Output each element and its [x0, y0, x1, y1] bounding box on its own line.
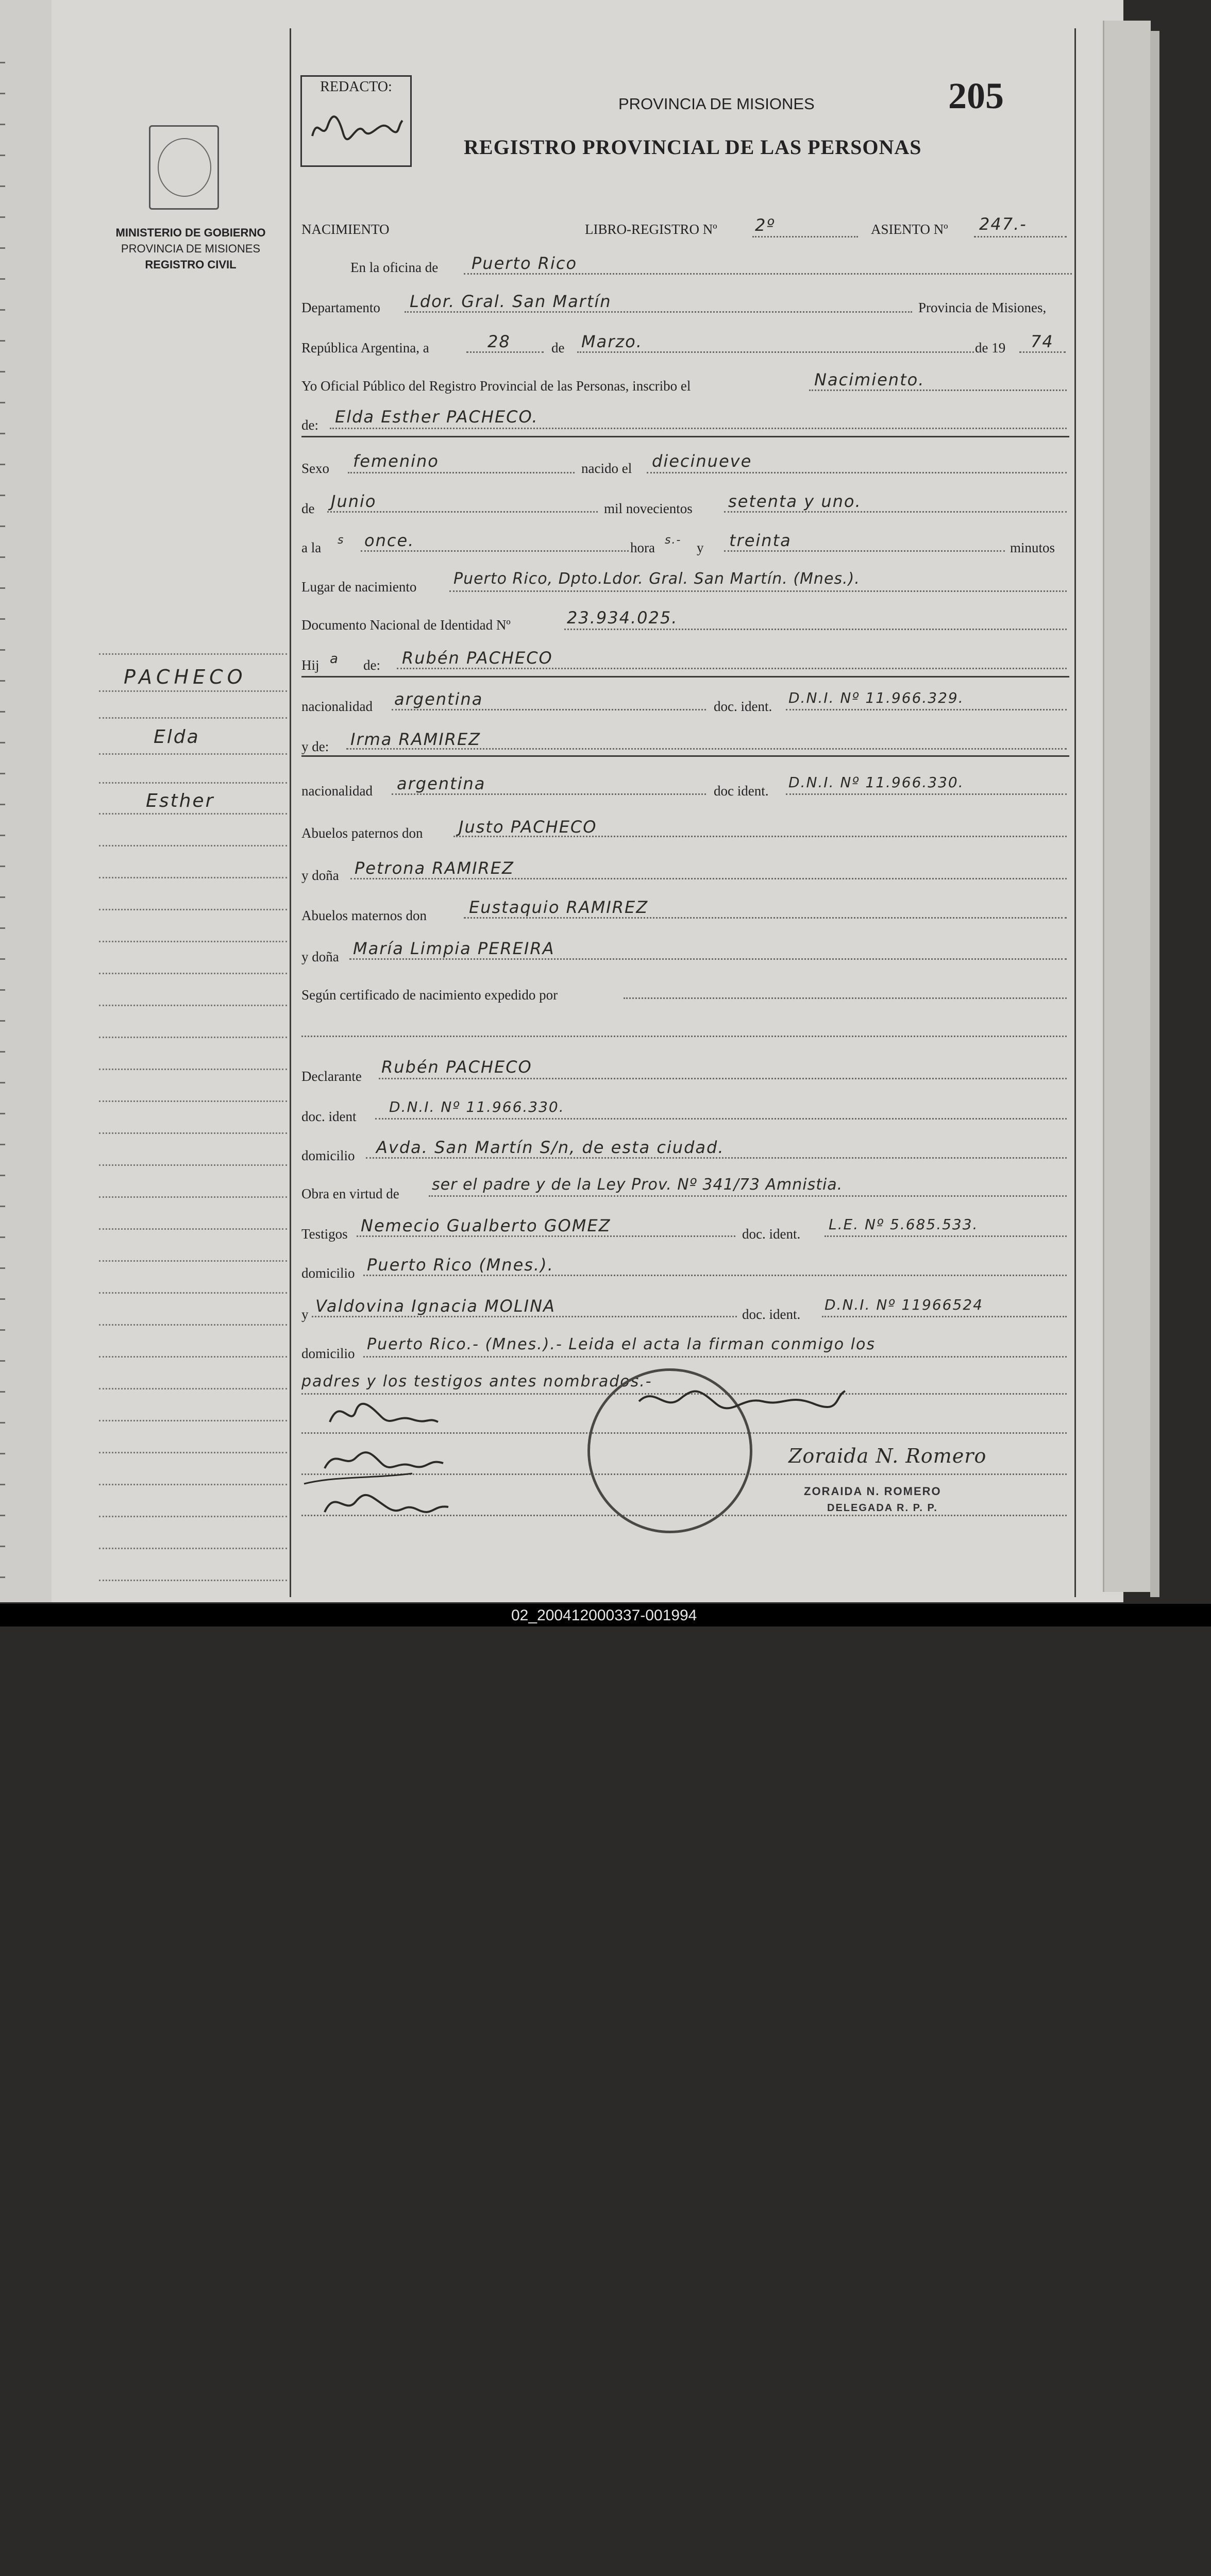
province-heading: PROVINCIA DE MISIONES [618, 95, 815, 113]
ruling-tick [0, 185, 5, 187]
obra-value: ser el padre y de la Ley Prov. Nº 341/73 Amnistia. [432, 1176, 843, 1194]
ruling-tick [0, 618, 5, 620]
hijo-label: Hij [301, 657, 319, 673]
padre-value: Rubén PACHECO [402, 648, 553, 668]
yde-label: y de: [301, 739, 329, 754]
asiento-value: 247.- [979, 214, 1027, 234]
margin-line [99, 877, 287, 878]
ruling-tick [0, 680, 5, 682]
ruling-tick [0, 989, 5, 991]
ruling-tick [0, 773, 5, 774]
oficina-value: Puerto Rico [472, 253, 578, 273]
madre-value: Irma RAMIREZ [350, 730, 481, 749]
mil-label: mil novecientos [604, 501, 693, 516]
stamp-title: DELEGADA R. P. P. [827, 1502, 938, 1514]
de-label: de [551, 340, 565, 355]
ruling-tick [0, 309, 5, 311]
margin-line [99, 1484, 287, 1485]
docid4-value: L.E. Nº 5.685.533. [829, 1216, 979, 1233]
margin-line [99, 909, 287, 910]
ruling-tick [0, 1515, 5, 1516]
hora-value: once. [364, 531, 415, 550]
testigo1-value: Nemecio Gualberto GOMEZ [361, 1216, 611, 1235]
ruling-tick [0, 1422, 5, 1423]
docid1-label: doc. ident. [714, 699, 772, 714]
domicilio-value: Avda. San Martín S/n, de esta ciudad. [376, 1138, 725, 1157]
margin-line [99, 1228, 287, 1230]
margin-line [99, 1452, 287, 1453]
ruling-tick [0, 1267, 5, 1269]
nacido-value: diecinueve [652, 451, 752, 471]
alas-suffix: s [338, 534, 345, 547]
abuelos-paternos-label: Abuelos paternos don [301, 825, 423, 841]
libro-value: 2º [755, 215, 776, 235]
abuela-paterna-value: Petrona RAMIREZ [355, 858, 514, 878]
abuela-materna-value: María Limpia PEREIRA [353, 939, 555, 958]
domicilio2-value: Puerto Rico (Mnes.). [367, 1255, 554, 1275]
ruling-tick [0, 464, 5, 465]
margin-line [99, 1580, 287, 1581]
minutos-value: treinta [729, 531, 792, 550]
margin-line [99, 1388, 287, 1389]
ruling-tick [0, 1236, 5, 1238]
margin-line [99, 1037, 287, 1038]
oficina-label: En la oficina de [350, 260, 439, 275]
testigo2-value: Valdovina Ignacia MOLINA [315, 1296, 556, 1316]
de19-label: de 19 [975, 340, 1006, 355]
ruling-tick [0, 866, 5, 867]
nacionalidad1-value: argentina [394, 689, 483, 709]
official-name-signature: Zoraida N. Romero [788, 1445, 987, 1467]
continuation-text: padres y los testigos antes nombrados.- [301, 1372, 652, 1391]
mes-value: Junio [331, 492, 377, 511]
stamp-name: ZORAIDA N. ROMERO [804, 1485, 941, 1498]
ministry-line-2: PROVINCIA DE MISIONES [121, 242, 261, 255]
ruling-tick [0, 1175, 5, 1176]
margin-rule [290, 28, 291, 1597]
docid2-label: doc ident. [714, 783, 769, 799]
dni-label: Documento Nacional de Identidad Nº [301, 617, 511, 633]
margin-surname: PACHECO [124, 666, 247, 688]
docid3-label: doc. ident [301, 1109, 357, 1124]
ruling-tick [0, 1577, 5, 1578]
horas-suffix: s.- [665, 534, 682, 547]
docid4-label: doc. ident. [742, 1226, 801, 1242]
ruling-tick [0, 1546, 5, 1547]
ministry-block [103, 225, 278, 273]
nacionalidad2-label: nacionalidad [301, 783, 373, 799]
sexo-label: Sexo [301, 461, 329, 476]
ruling-tick [0, 1206, 5, 1207]
ruling-tick [0, 649, 5, 651]
domicilio2-label: domicilio [301, 1265, 355, 1281]
margin-line [99, 1069, 287, 1070]
ruling-tick [0, 93, 5, 94]
testigos-label: Testigos [301, 1226, 348, 1242]
coat-of-arms-seal [149, 125, 219, 210]
page-number: 205 [948, 75, 1004, 116]
ruling-tick [0, 1113, 5, 1114]
domicilio3-label: domicilio [301, 1346, 355, 1361]
ruling-tick [0, 216, 5, 218]
ydona1-label: y doña [301, 868, 339, 883]
ruling-tick [0, 1484, 5, 1485]
ruling-tick [0, 402, 5, 403]
registrant-name: Elda Esther PACHECO. [335, 407, 539, 427]
ruling-tick [0, 1360, 5, 1362]
docid1-value: D.N.I. Nº 11.966.329. [788, 689, 964, 706]
ministry-line-1: MINISTERIO DE GOBIERNO [115, 226, 266, 239]
ruling-tick [0, 835, 5, 836]
ruling-tick [0, 247, 5, 249]
official-signature [634, 1381, 850, 1427]
ruling-tick [0, 1144, 5, 1145]
docid3-value: D.N.I. Nº 11.966.330. [389, 1098, 565, 1115]
departamento-label: Departamento [301, 300, 380, 315]
redacto-box [300, 75, 412, 167]
obra-label: Obra en virtud de [301, 1186, 399, 1201]
hijo-suffix: a [330, 651, 339, 667]
ydona2-label: y doña [301, 949, 339, 964]
ruling-tick [0, 896, 5, 898]
ruling-tick [0, 711, 5, 713]
nacido-label: nacido el [581, 461, 632, 476]
republica-label: República Argentina, a [301, 340, 429, 355]
ministry-line-3: REGISTRO CIVIL [145, 258, 237, 271]
oficial-label: Yo Oficial Público del Registro Provincial de las Personas, inscribo el [301, 378, 691, 394]
margin-line [99, 1196, 287, 1198]
ruling-tick [0, 155, 5, 156]
ruling-tick [0, 1020, 5, 1022]
left-page-strip [0, 0, 52, 1602]
ruling-tick [0, 1391, 5, 1393]
abuelo-materno-value: Eustaquio RAMIREZ [469, 897, 649, 917]
redacto-label: REDACTO: [320, 79, 392, 95]
segun-label: Según certificado de nacimiento expedido por [301, 987, 558, 1003]
minutos-label: minutos [1010, 540, 1055, 555]
margin-line [99, 1324, 287, 1326]
ruling-tick [0, 340, 5, 342]
footer-bar [0, 1604, 1211, 1626]
de2-label: de [301, 501, 315, 516]
ruling-tick [0, 433, 5, 434]
margin-first-name: Elda [154, 726, 200, 748]
margin-line [99, 941, 287, 942]
margin-line [99, 1420, 287, 1421]
margin-line [99, 1292, 287, 1294]
page-stack-edge-outer [1150, 31, 1159, 1597]
abuelo-paterno-value: Justo PACHECO [459, 817, 597, 837]
ruling-tick [0, 278, 5, 280]
de-name-label: de: [301, 417, 318, 433]
day-value: 28 [487, 332, 511, 351]
ruling-tick [0, 927, 5, 929]
alas-label: a la [301, 540, 322, 555]
libro-label: LIBRO-REGISTRO Nº [585, 222, 717, 237]
hijo-de-label: de: [363, 657, 380, 673]
anio-value: setenta y uno. [728, 492, 862, 511]
margin-line [99, 1260, 287, 1262]
y2-label: y [301, 1307, 309, 1322]
ruling-tick [0, 62, 5, 63]
margin-line [99, 1005, 287, 1006]
page-stack-edge [1103, 21, 1151, 1592]
margin-line [99, 1132, 287, 1134]
domicilio-label: domicilio [301, 1148, 355, 1163]
nacionalidad1-label: nacionalidad [301, 699, 373, 714]
ruling-tick [0, 1298, 5, 1300]
dni-value: 23.934.025. [567, 608, 678, 628]
ruling-tick [0, 371, 5, 372]
y-label: y [697, 540, 704, 555]
lugar-value: Puerto Rico, Dpto.Ldor. Gral. San Martín. (Mnes.). [453, 570, 860, 588]
month-value: Marzo. [581, 332, 643, 351]
ruling-tick [0, 1051, 5, 1053]
margin-line [99, 1516, 287, 1517]
ruling-tick [0, 742, 5, 743]
docid5-value: D.N.I. Nº 11966524 [825, 1296, 983, 1313]
provincia-label: Provincia de Misiones, [918, 300, 1047, 315]
ruling-tick [0, 1453, 5, 1454]
nacionalidad2-value: argentina [397, 774, 486, 793]
declarante-value: Rubén PACHECO [381, 1057, 532, 1077]
year-value: 74 [1031, 332, 1054, 351]
declarante-label: Declarante [301, 1069, 362, 1084]
margin-second-name: Esther [146, 790, 215, 811]
ruling-tick [0, 1329, 5, 1331]
nacimiento-label: NACIMIENTO [301, 222, 390, 237]
ruling-tick [0, 124, 5, 125]
margin-line [99, 1548, 287, 1549]
ruling-tick [0, 958, 5, 960]
departamento-value: Ldor. Gral. San Martín [410, 292, 612, 311]
docid5-label: doc. ident. [742, 1307, 801, 1322]
ruling-tick [0, 587, 5, 589]
inscribo-value: Nacimiento. [814, 370, 925, 389]
docid2-value: D.N.I. Nº 11.966.330. [788, 774, 964, 791]
sexo-value: femenino [353, 451, 439, 471]
right-rule [1074, 28, 1076, 1597]
redacto-signature [307, 105, 405, 146]
margin-line [99, 973, 287, 974]
registry-heading: REGISTRO PROVINCIAL DE LAS PERSONAS [464, 135, 922, 159]
margin-line [99, 1100, 287, 1102]
witness-signatures [294, 1391, 510, 1535]
ruling-tick [0, 556, 5, 558]
lugar-label: Lugar de nacimiento [301, 579, 417, 595]
margin-line [99, 1356, 287, 1358]
margin-line [99, 845, 287, 846]
margin-line [99, 1164, 287, 1166]
footer-caption: 02_200412000337-001994 [511, 1607, 697, 1624]
ruling-tick [0, 804, 5, 805]
domicilio3-value: Puerto Rico.- (Mnes.).- Leida el acta la firman conmigo los [367, 1335, 876, 1353]
asiento-label: ASIENTO Nº [871, 222, 948, 237]
ruling-tick [0, 1082, 5, 1083]
ruling-tick [0, 495, 5, 496]
horas-label: hora [630, 540, 655, 555]
ruling-tick [0, 526, 5, 527]
abuelos-maternos-label: Abuelos maternos don [301, 908, 427, 923]
